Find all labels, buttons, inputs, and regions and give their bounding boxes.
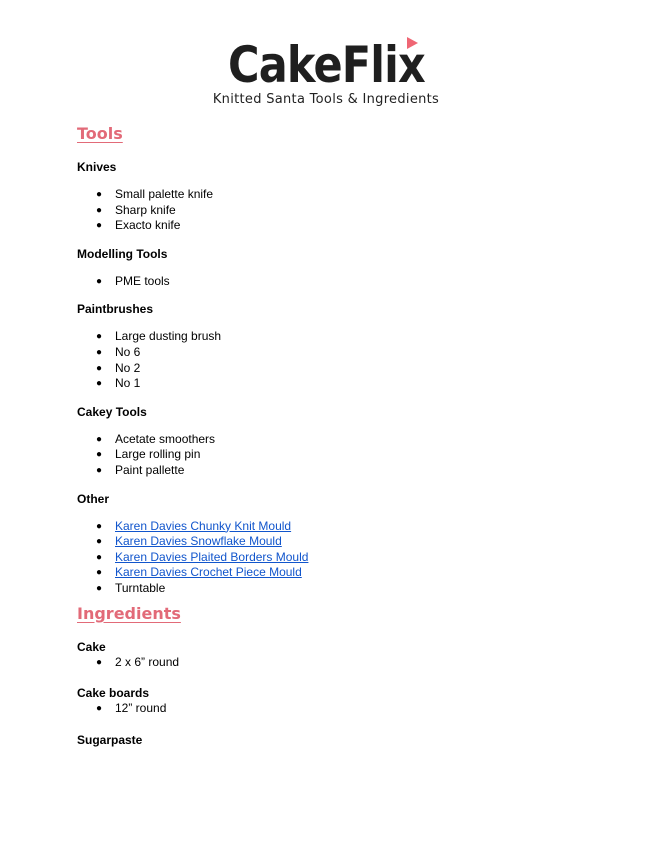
bullet-icon: ●: [96, 433, 103, 445]
list-item: ● Acetate smoothers: [96, 431, 216, 446]
list-item: ● No 2: [96, 360, 141, 375]
bullet-icon: ●: [96, 220, 103, 232]
logo: [0, 38, 652, 92]
list-item: [77, 565, 617, 581]
bullet-icon: ●: [96, 346, 103, 358]
list-item: ● Paint pallette: [96, 462, 185, 477]
group-title-cake-boards: Cake boards: [77, 686, 150, 701]
document-body: [77, 123, 617, 748]
list-item: [77, 550, 617, 566]
list-knives: [77, 187, 617, 234]
bullet-icon: ●: [96, 656, 103, 668]
list-cake: [77, 655, 617, 671]
ingredients-heading: Ingredients: [77, 603, 181, 623]
bullet-icon: ●: [96, 378, 103, 390]
group-title-sugarpaste: Sugarpaste: [77, 732, 143, 747]
bullet-icon: ●: [96, 464, 103, 476]
link-plaited-borders-mould[interactable]: Karen Davies Plaited Borders Mould: [115, 549, 309, 564]
list-item: ● No 6: [96, 344, 141, 359]
list-item: ● 12” round: [96, 701, 167, 716]
list-item: ● Turntable: [96, 580, 166, 595]
bullet-icon: ●: [96, 536, 103, 548]
list-item: ● Small palette knife: [96, 187, 214, 201]
link-crochet-piece-mould[interactable]: Karen Davies Crochet Piece Mould: [115, 565, 302, 580]
bullet-icon: ●: [96, 551, 103, 563]
tools-heading: Tools: [77, 124, 123, 143]
bullet-icon: ●: [96, 204, 103, 216]
list-item: ● Exacto knife: [96, 218, 181, 233]
list-item: ● Large dusting brush: [96, 329, 222, 344]
page-subtitle: Knitted Santa Tools & Ingredients: [212, 92, 440, 107]
bullet-icon: ●: [96, 703, 103, 715]
list-cake-boards: [77, 701, 617, 717]
logo-text: CakeFlix: [227, 36, 425, 94]
list-paintbrushes: [77, 329, 617, 391]
bullet-icon: ●: [96, 449, 103, 461]
bullet-icon: ●: [96, 567, 103, 579]
group-title-knives: Knives: [77, 160, 117, 174]
bullet-icon: ●: [96, 275, 103, 287]
list-cakey-tools: [77, 432, 617, 479]
group-title-other: Other: [77, 491, 110, 506]
list-item: [77, 519, 617, 535]
bullet-icon: ●: [96, 362, 103, 374]
list-modelling-tools: [77, 274, 617, 290]
list-item: ● PME tools: [96, 273, 170, 288]
list-item: ● 2 x 6” round: [96, 654, 180, 669]
list-other: [77, 519, 617, 597]
group-title-cakey-tools: Cakey Tools: [77, 404, 147, 419]
bullet-icon: ●: [96, 331, 103, 343]
link-chunky-knit-mould[interactable]: Karen Davies Chunky Knit Mould: [115, 518, 292, 533]
group-title-modelling-tools: Modelling Tools: [77, 246, 168, 261]
bullet-icon: ●: [96, 520, 103, 532]
list-item: ● Large rolling pin: [96, 447, 201, 462]
link-snowflake-mould[interactable]: Karen Davies Snowflake Mould: [115, 534, 282, 549]
play-icon: [407, 37, 418, 49]
bullet-icon: ●: [96, 582, 103, 594]
list-item: ● Sharp knife: [96, 202, 176, 217]
bullet-icon: ●: [96, 189, 103, 200]
list-item: [77, 534, 617, 550]
list-item: ● No 1: [96, 376, 141, 391]
group-title-paintbrushes: Paintbrushes: [77, 302, 154, 317]
group-title-cake: Cake: [77, 639, 106, 654]
